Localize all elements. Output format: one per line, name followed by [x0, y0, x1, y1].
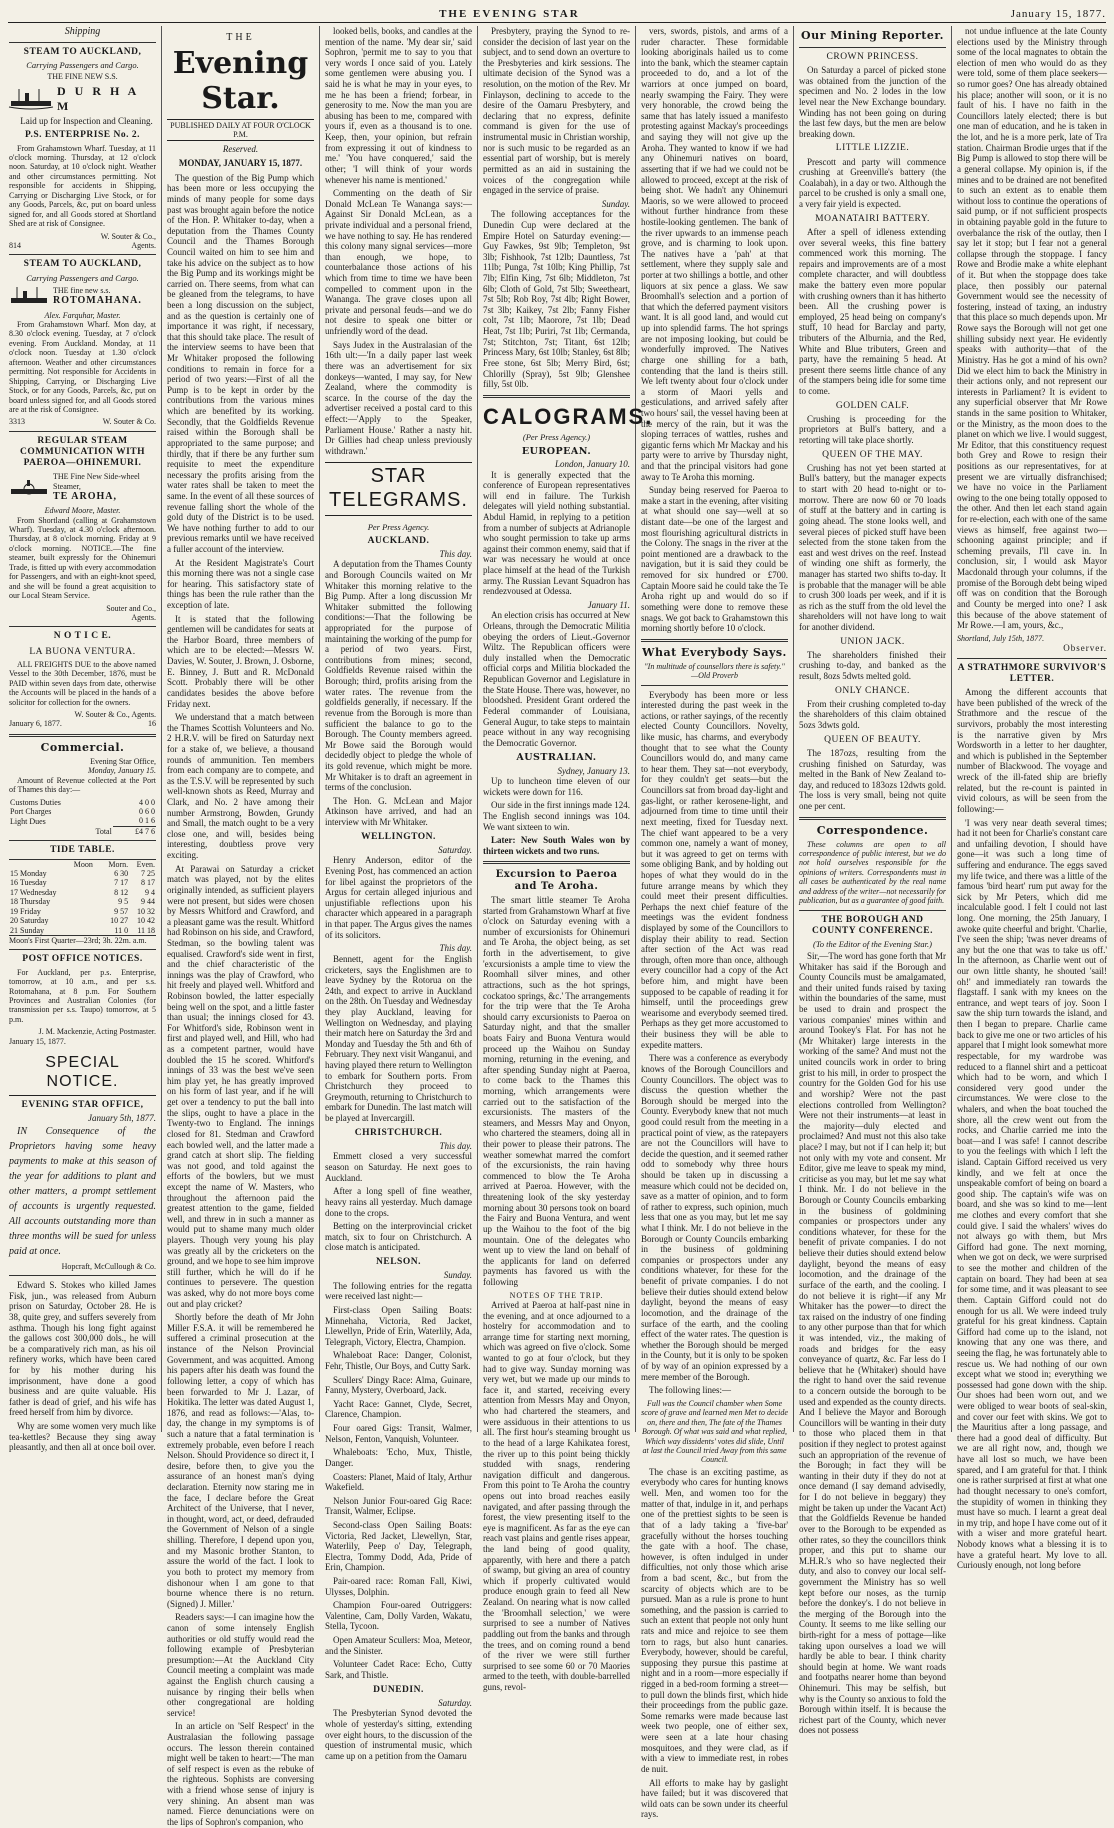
steamship-icon — [9, 477, 49, 499]
telegram-paragraph: Second-class Open Sailing Boats: Victoria, Red Jacket, Llewellyn, Star, Waterlily, Peep o' Day, Telegraph, Electra, Tommy Dodd, Ada, Pride of Erin, Champion. — [325, 1519, 472, 1573]
mine-heading: MOANATAIRI BATTERY. — [815, 213, 930, 224]
column-3 — [320, 26, 478, 1761]
telegram-paragraph: First-class Open Sailing Boats: Minnehaha, Victoria, Red Jacket, Llewellyn, Pride of Erin, Waterlily, Ada, Telegraph, Victory, Electra, Champion. — [325, 1305, 472, 1347]
eso-text: IN Consequence of the Proprietors having some heavy payments to make at this season of the year for additions to plant and other matters, a prompt settlement of accounts is urgently requested. All accounts outstanding more than three months will be sued for unless paid at once. — [9, 1125, 156, 1257]
london-when: London, January 10. — [555, 458, 630, 469]
table-row — [9, 907, 156, 916]
cable-paragraph: An election crisis has occurred at New Orleans, through the Democratic Militia obeying the orders of Lieut.-Governor Wiltz. The Republican officers were duly installed when the Democratic official corps and Militia blockaded the Republican Governor and Legislature in the State House. There was, however, no bloodshed. President Grant ordered the Federal commander of Louisiana, General Augur, to take steps to maintain peace without in any way recognising the Democratic Governor. — [483, 610, 630, 748]
mine-heading: GOLDEN CALF. — [835, 400, 910, 411]
rotomahana-text: From Grahamstown Wharf. Mon day, at 8.30 o'clock evening. Tuesday, at 7 o'clock evening. From Auckland. Monday, at 11 o'clock noon. Tuesday at 1.30 o'clock afternoon. Weather and other circumstances permitting. Not responsible for Accidents in Shipping, Carrying, or Discharging Live Stock, or for any Goods, Parcels, &c, put on board unless signed for, and all Goods stored are at the risk of Consignee. — [9, 320, 156, 414]
dunedin-heading: DUNEDIN. — [373, 1684, 424, 1695]
tide-even: 9 44 — [141, 897, 155, 907]
calograms-heading: CALOGRAMS. — [483, 403, 654, 429]
strathmore-heading: A STRATHMORE SURVIVOR'S LETTER. — [957, 662, 1107, 684]
table-row — [9, 807, 156, 816]
revenue-label: Light Dues — [10, 816, 46, 826]
divider — [9, 42, 156, 43]
nameplate-title: Evening Star. — [172, 45, 309, 117]
telegram-paragraph: Open Amateur Scullers: Moa, Meteor, and the Sinister. — [325, 1635, 472, 1656]
article-paragraph: Arrived at Paeroa at half-past nine in the evening, and at once adjourned to a hostelry for accommodation and to arrange time for starting next morning, which was agreed on five o'clock. Some wanted to go at four o'clock, but they had to give way. Sunday morning was very wet, but we made up our minds to face it, and started, receiving every attention from Messrs May and Onyon, who had chartered the steamers, and were assiduous in their attentions to us all. The first hour's steaming brought us to the head of a large Kahikatea forest, the river up to this point being thickly studded with snags, rendering navigation difficult and dangerous. From this point to Te Aroha the country opens out into broad reaches easily navigated, and after passing through the forest, the view presenting itself to the eye is magnificent. As far as the eye can reach vast plains and gentle rises appear, the land being of good quality, apparently, with here and there a patch of swamp, but giving an area of country which if properly cultivated would produce enough grain to feed all New Zealand. On nearing what is now called the 'Broomhall selection,' we were surprised to see a number of Natives paddling out from the banks and through the trees, and on coming round a bend of the river we were still further surprised to see some 60 or 70 Maories armed to the teeth, with double-barrelled guns, revol- — [483, 1300, 630, 1692]
mine-paragraph: Prescott and party will commence crushing at Greenville's battery (the Coalabah), in a day or two. Although the parcel to be crushed is only a small one, a very fair yield is expected. — [799, 156, 946, 210]
letter-sign: Observer. — [1063, 643, 1107, 654]
table-row — [9, 798, 156, 807]
ventura-ref: 16 — [148, 719, 156, 729]
cable-paragraph: Later: New South Wales won by thirteen wickets and two runs. — [483, 835, 630, 856]
mine-heading: LITTLE LIZZIE. — [835, 143, 910, 154]
rotomahana-new: THE fine new s.s. — [53, 285, 111, 295]
telegram-paragraph: After a long spell of fine weather, heavy rains all yesterday. Much damage done to the crops. — [325, 1186, 472, 1218]
tide-day: 18 Thursday — [10, 897, 51, 907]
wellington-when: Saturday. — [438, 844, 472, 855]
tide-day: 20 Saturday — [10, 916, 49, 926]
mine-paragraph: The shareholders finished their crushing to-day, and banked as the result, 8ozs 5dwts melted gold. — [799, 649, 946, 682]
aroha-name: TE AROHA, — [53, 491, 118, 503]
telegram-paragraph: The Hon. G. McLean and Major Atkinson have arrived, and had an interview with Mr Whitaker. — [325, 795, 472, 828]
post-date: January 15, 1877. — [9, 1036, 66, 1046]
cable-when: January 11. — [587, 599, 630, 610]
mine-heading: ONLY CHANCE. — [835, 685, 910, 696]
column-2 — [162, 26, 320, 1827]
tide-morn: 8 12 — [114, 887, 129, 897]
tide-day: 21 Sunday — [10, 925, 44, 935]
correspondence-note: These columns are open to all correspondence of public interest, but we do not hold ourselves responsible for the opinions of writers. Correspondents must in all cases be authenticated by the real name and address of the writer—not necessarily for publication, but as a guarantee of good faith. — [799, 839, 946, 906]
aroha-master: Edward Moore, Master. — [44, 506, 121, 516]
tide-morn: 6 30 — [114, 868, 129, 878]
enterprise-ref: 814 — [9, 240, 21, 250]
article-paragraph: Sunday being reserved for Paeroa to make a start in the evening, after visiting at what should one say—well at so distant date—be one of the largest and most flourishing agricultural districts in the Colony. The snags in the river at the point mentioned are a drawback to the navigation, but it is said they could be removed for six hundred or £700. Captain Moore said he could take the Te Aroha right up and would do so if something were done to remove these snags. We got back to Grahamstown this morning shortly before 10 o'clock. — [641, 485, 788, 634]
table-row — [9, 816, 156, 826]
letter-place: Shortland, July 15th, 1877. — [957, 633, 1045, 643]
divider — [9, 949, 156, 950]
mine-heading: CROWN PRINCESS. — [826, 51, 919, 62]
letter-paragraph: Sir,—The word has gone forth that Mr Whitaker has said if the Borough and County Councils must be amalgamated, and their united funds raised by taxing within the boundaries of the same, must be used to drain and prospect the various companies' mines within and around Tookey's Flat. For has not he (Mr Whitaker) large interests in the working of the same? And must not the united councils work in order to bring grist to his mill, in order to prospect the country for the Golden God for his use and worship? Were not the past elections controlled from Wellington? Were not their instruments—at least in the majority—duly elected and proclaimed? And must not this also take place? I may, but not if I can help it; but not only with my vote and consent. Mr Editor, give me leave to speak my mind, criticise as you may, but let me say what I think. Mr. I do not believe in the Borough or County Councils embarking in the business of goldmining companies or prospectors under any conditions whatever, for these for the benefit of private companies. I do not believe their duties should extend below daylight, beyond the means of easy locomotion, and the drainage of the surface of the earth, and the cooling. I do not believe it is right—if any Mr Whitaker has the power—to direct the tax raised on the industry of one finding to any other purpose than that for which it was intended, viz., the making of roads and bridges for the easy conveyance of quartz, &c. Far less do I believe that he (Whitaker) should have the right to hand over the said revenue to a concern outside the borough to be used and expended as the county directs. And I believe the Mayor and Borough Councillors will be wanting in their duty to those who placed them in that position if they neglect to protest against such an appropriation of the revenue of the Borough; in fact they will be wanting in their duty if they do not at once demand (I say demand advisedly, for I do not believe in beggary) they might be taken up under the Vacant Act) that the Goldfields Revenue be handed over to the Borough to be expended as other rates, so they the councillors think proper, and this put to shame our M.H.R.'s who so have neglected their duty, and also to convey our local self-government the Ministry has so well kept before our noses, as the turnip before the donkey's. I do not believe in the merging of the Borough into the County. It seems to me like selling our birth-right for a mess of pottage—like taking upon ourselves a load we will hardly be able to bear. I think charity should begin at home. We want roads and footpaths nearer home than beyond Ohinemuri. This may be selfish, but why is the County so anxious to fold the Borough within itself. It is because the richest part of the County, which never does not possess — [799, 951, 946, 1736]
aroha-agents: Agents. — [131, 612, 156, 622]
durham-subheading: Carrying Passengers and Cargo. — [26, 60, 139, 70]
aroha-ad — [9, 472, 156, 503]
commercial-office: Evening Star Office, — [90, 756, 156, 766]
table-row — [9, 826, 156, 836]
ventura-text: ALL FREIGHTS DUE to the above named Vessel to the 30th December, 1876, must be PAID within seven days from date, otherwise the Accounts will be placed in the hands of a solicitor for collection for the owners. — [9, 659, 156, 707]
divider — [9, 254, 156, 255]
durham-ad — [9, 84, 156, 112]
article-paragraph: The following lines:— — [649, 1385, 731, 1396]
steamship-icon — [9, 87, 53, 111]
article-paragraph: Presbytery, praying the Synod to re-consider the decision of last year on the subject, and to send down an overture to the Presbyteries and kirk sessions. The ultimate decision of the Synod was a resolution, on the motion of the Rev. Mr Finlayson, declining to accede to the desire of the Oamaru Presbytery, and declaring that no express, definite command is given for the use of instrumental music in Christian worship, nor is such music to be regarded as an essential part of worship, but is merely permitted as an aid in sustaining the voices of the congregation while engaged in the service of praise. — [483, 26, 630, 196]
tide-even: 9 4 — [145, 887, 155, 897]
aroha-heading: REGULAR STEAM COMMUNICATION WITH PAEROA—OHINEMURI. — [19, 435, 146, 469]
mine-heading: QUEEN OF BEAUTY. — [824, 734, 921, 745]
aroha-new: THE Fine New Side-wheel Steamer, — [53, 472, 140, 491]
article-paragraph: Everybody has been more or less interested during the past week in the actions, or rather sayings, of the recently elected County Councillors. Novelty, like music, has charms, and everybody thought that to see what the County Councillors would do, and many came to hear them. They sat—not everybody, for they couldn't get seats—but the Councillors sat from broad day-light and gas-light, or rather kerosene-light, and adjourned from time to time until their next meeting, fixed for Tuesday next. The chief want appeared to be a very common one, namely a want of money, but it was agreed to get on terms with some obliging Bank, and by holding out hopes of what they would do in the future arrange means by which they could meet their present difficulties. Perhaps the next chief feature of the meetings was the evident fondness displayed by some of the Councillors to display their ability to read. Section after section of the Act was read through, often more than once, although every councillor had a copy of the Act before him, and might have been supposed to be capable of reading it for himself, until the proceedings grew wearisome and everybody seemed tired. Perhaps as they get more accustomed to their business they will be able to expedite matters. — [641, 689, 788, 1050]
correspondence-heading: Correspondence. — [816, 823, 929, 837]
tide-moon — [73, 907, 101, 916]
column-4 — [478, 26, 654, 1692]
article-paragraph: Among the different accounts that have been published of the wreck of the Strathmore and the rescue of the survivors, probably the most interesting is the narrative given by Mrs Wordsworth in a letter to her daughter, and which is published in the September number of Blackwood. The voyage and wreck of the ill-fated ship are briefly related, but the re-count is painted in vivid colours, as will be seen from the following:— — [957, 687, 1107, 814]
divider — [483, 861, 630, 864]
divider — [9, 1275, 156, 1276]
dunedin-when: Saturday. — [438, 1697, 472, 1708]
why-paragraph: Why are some women very much like tea-kettles? Because they sing away pleasantly, and then all at once boil over. — [9, 1421, 156, 1453]
mining-reporter-heading: Our Mining Reporter. — [801, 29, 944, 42]
article-paragraph: All efforts to make hay by gaslight have failed; but it was discovered that wild oats can be sown under its cheerful rays. — [641, 1777, 788, 1820]
telegrams-subheading: Per Press Agency. — [367, 521, 430, 532]
dunedin-sunday: Sunday. — [601, 198, 630, 209]
reserved-label: Reserved. — [222, 144, 259, 155]
telegram-paragraph: The following entries for the regatta were received last night:— — [325, 1280, 472, 1302]
tide-day: 15 Monday — [10, 868, 47, 878]
divider — [641, 685, 788, 686]
letter-paragraph: not undue influence at the late County elections used by the Ministry through some of the local magnates to obtain the election of men who would do as they were told, some of them place seekers—so rumor goes? One has already obtained his place; another will soon, or it is no fault of his. I have no faith in the Councillors lately elected; there is but one man of education, and he is taken in the lot, and he is a more perk, late of Tra station. Chairman Brodie urges that if the Big Pump is allowed to stop there will be a general collapse. My opinion is, if the mines and to be drained are not benefited to such an extent as to enable them without loss to continue the operations of said pump, or if not sufficient prospects in obtaining payable gold in the future to overbalance the risk of the outlay, then I say let it stop; but I fear not a general collapse through the stoppage. I fancy Rowe and Brodie make a white elephant of it. But when the stoppage does take place, then possibly our paternal Government would see the necessity of fostering, instead of taxing, an industry that this place so much depends upon. Mr Rowe says the Borough will not get one shilling subsidy next year. He evidently speaks with authority—that of the Ministry. Has he got a mind of his own? Did we elect him to back the Ministry in their actions only, and not represent our interests in Parliament? It is evident to any superficial observer that Mr Rowe stands in the same position to Whitaker, or the Ministry, as the moon does to the planet on which we live. I would suggest, Mr Editor, that this constituency request both Grey and Rowe to resign their positions as our representatives, for at present we are virtually disfranchised; we have no voice in the Parliament owing to the one being totally opposed to the other. And then let each stand again for re-election, each with one of the same views as himself, free against two—schooning against principle; and if scheming prevails, I'll cave in. In conclusion, sir, I would ask Mayor Macdonald through your columns, if the promise of the Borough debt being wiped off was on condition that the Borough and County be merged into one? I ask this because of the above statement of Mr Rowe.—I am, yours, &c., — [957, 26, 1107, 631]
what-quote: "In multitude of counsellors there is safety." —Old Proverb — [644, 661, 785, 681]
tide-moon — [73, 916, 101, 925]
steamship-icon — [9, 286, 49, 308]
conference-heading: THE BOROUGH AND COUNTY CONFERENCE. — [811, 914, 934, 936]
post-heading: POST OFFICE NOTICES. — [22, 954, 143, 965]
mine-paragraph: From their crushing completed to-day the shareholders of this claim obtained 5ozs 3dwts gold. — [799, 698, 946, 731]
page-masthead — [8, 6, 1106, 23]
cable-paragraph: Up to luncheon time eleven of our wickets were down for 116. — [483, 776, 630, 797]
tide-even: 10 42 — [137, 916, 155, 926]
divider — [799, 817, 946, 820]
rotomahana-name: ROTOMAHANA. — [53, 295, 142, 307]
column-5 — [636, 26, 794, 1820]
article-paragraph: The smart little steamer Te Aroha started from Grahamstown Wharf at five o'clock on Saturday evening with a number of excursionists for Ohinemuri and Te Aroha, the object being, as set forth in the advertisement, to give 'excursionists a ample time to view the Roomhall silver mines, and other attractions, such as the hot springs, cockatoo springs, &c.' The arrangements for the trip were that the Te Aroha should carry excursionists to Paeroa on Saturday night, and that the smaller boats Fairy and Buona Ventura would proceed up the Waihou on Sunday morning, returning in the evening, and after spending Sunday night at Paeroa, to come back to the Thames this morning, which arrangements were carried out to the satisfaction of the excursionists. The masters of the steamers, and Messrs May and Onyon, who chartered the steamers, doing all in their power to please their patrons. The weather somewhat marred the comfort of the excursionists, the rain having commenced to blow the Te Aroha arrived at Paeroa. However, with the threatening look of the sky yesterday morning about 30 persons took on board the Fairy and Buona Ventura, and went up the Waihou to the foot of the big mountain. One of the delegates who went up to view the land on behalf of the applicants for land on deferred payments has favored us with the following — [483, 895, 630, 1287]
nelson-when: Sunday. — [443, 1270, 472, 1281]
telegram-paragraph: Scullers' Dingy Race: Alma, Guinare, Fanny, Mystery, Overboard, Jack. — [325, 1374, 472, 1396]
telegram-paragraph: The Presbyterian Synod devoted the whole of yesterday's sitting, extending over eight hours, to the discussion of the question of instrumental music, which came up on a petition from the Oamaru — [325, 1708, 472, 1761]
table-row — [9, 926, 156, 936]
article-paragraph: The question of the Big Pump which has been more or less occupying the minds of many people for some days past was brought again before the notice of the Hon. P. Whitaker to-day, when a deputation from the Thames County Council and the Thames Borough Council waited on him to see him and take his advice on the subject as to how the Big Pump and its workings might be carried on. There seems, from what can be gleaned from the telegrams, to have been a long discussion on the subject, and as the question is certainly one of importance it was right, if necessary, that this should take place. The result of the interview seems to have been that Mr Whitaker proposed the following conditions to remain in force for a period of two years:—First of all the Pump is to be kept in order by the contributions from the various mines which are benefited by its working. Secondly, that the Goldfields Revenue raised within the Borough shall be appropriated to the same purpose; and thirdly, that if there be any further sum requisite to meet the expenditure necessary the profits arising from the water rates shall be taken to meet the same. In the event of all these sources of revenue falling short the whole of the gold duty of the District is to be used. We have nothing further to add to our previous remarks until we have received a fuller account of the interview. — [167, 172, 314, 554]
telegram-paragraph: Four oared Gigs: Transit, Walmer, Nelson, Fenton, Vanquish, Volunteer. — [325, 1423, 472, 1444]
telegram-paragraph: Yacht Race: Gannet, Clyde, Secret, Clarence, Champion. — [325, 1398, 472, 1420]
divider — [9, 431, 156, 432]
mine-paragraph: After a spell of idleness extending over several weeks, this fine battery commenced work this morning. The repairs and improvements are of a most complete character, and will doubtless make the battery even more popular with crushing owners than it has hitherto been. All the crushing power is employed, 25 head being on company's stuff, 10 head for Barclay and party, tributers of the Alburnia, and the Red, White and Blue tributers, Green and party, have the remaining 5 head. At present there seems little chance of any of the stampers being idle for some time to come. — [799, 226, 946, 397]
durham-new: THE FINE NEW S.S. — [47, 72, 118, 82]
issue-date: MONDAY, JANUARY 15, 1877. — [178, 158, 303, 169]
aroha-text: From Shortland (calling at Grahamstown Wharf). Tuesday, at 4.30 o'clock afternoon. Thursday, at 8 o'clock morning. Friday at 9 o'clock morning. NOTICE.—The fine steamer, built expressly for the Ohinemuri Trade, is fitted up with every accommodation for Passengers, and with an eight-knot speed, and she will be found a great acquisition to our Local Steam Service. — [9, 515, 156, 601]
revenue-label: Port Charges — [10, 807, 52, 817]
rotomahana-subheading: Carrying Passengers and Cargo. — [26, 272, 139, 283]
column-6 — [794, 26, 952, 1736]
ventura-heading: LA BUONA VENTURA. — [29, 646, 136, 657]
enterprise-heading: P.S. ENTERPRISE No. 2. — [25, 130, 140, 141]
wellington-heading: WELLINGTON. — [361, 831, 436, 842]
enterprise-agent: W. Souter & Co., — [100, 231, 156, 241]
commercial-text: Amount of Revenue collected at the Port of Thames this day:— — [9, 775, 156, 795]
revenue-value: £4 7 6 — [113, 826, 156, 836]
table-row — [9, 897, 156, 906]
divider — [957, 658, 1107, 659]
table-header — [9, 859, 156, 869]
notes-of-trip-heading: NOTES OF THE TRIP. — [509, 1290, 604, 1300]
divider — [799, 47, 946, 48]
telegram-paragraph: Emmett closed a very successful season on Saturday. He next goes to Auckland. — [325, 1151, 472, 1183]
article-paragraph: vers, swords, pistols, and arms of a ruder character. These formidable looking aboriginals hailed us to come into the bank, which the steamer captain proceeded to do, and a lot of the warriors at once jumped on board, nearly swamping the Fairy. They were very honorable, the crowd being the same that has lately issued a manifesto protesting against Mackay's proceedings and saying they will not give up the Aroha. They wanted to know if we had any Ohinemuri natives on board, asserting that if we had we could not be allowed to proceed, except at the risk of being shot. We hadn't any Ohinemuri Maoris, so we were allowed to proceed without further hindrance from these hostile-looking gentlemen. The bank of the river upwards to an immense peach grove, and is charming to look upon. The natives have a 'pah' at that settlement, where they supply sale and porter at two shillings a bottle, and other liquors at six pence a glass. We saw Broomhall's selection and a portion of that which the deferred payment visitors want. It is all good land, and would cut up into splendid farms. The hot springs are not imposing looking, but could be wonderfully improved. The Natives charge one shilling for a bath, contending that the land is theirs still. We left twenty about four o'clock under a storm of Maori yells and gesticulations, and arrived safely after two hours' sail, the vessel having been at the mercy of the rain, but it was the sloping terraces of wattles, rushes and gigantic ferns which Mr Mackay and his party were to arrive by Thursday night, and that the principal visitors had gone away to Te Aroha this morning. — [641, 26, 788, 482]
table-row — [9, 869, 156, 878]
ventura-footer — [9, 719, 156, 728]
eso-heading: EVENING STAR OFFICE, — [21, 1099, 144, 1110]
nameplate-the: THE — [226, 32, 255, 43]
rotomahana-ad — [9, 286, 156, 308]
article-paragraph: Readers says:—I can imagine how the canon of some intensely English authorities or old stuffy would read the following example of Presbyterian presumption:—At the Auckland City Council meeting a complaint was made against the English church causing a nuisance by ringing their bells when other congregational are holding service! — [167, 1612, 314, 1718]
commercial-date: Monday, January 15. — [88, 766, 156, 776]
table-row — [9, 916, 156, 925]
article-paragraph: Says Judex in the Australasian of the 16th ult:—'In a daily paper last week there was an advertisement for six donkeys—wanted, I may say, for New Zealand, where the commodity is scarce. In the course of the day the advertiser received a postal card to this effect:—'Apply to the Speaker, Parliament House.' Rather a nasty hit. Dr Gillies had cheap unless previously withdrawn.' — [325, 339, 472, 456]
column-header: Even. — [136, 859, 155, 869]
telegram-paragraph: Whaleboats: 'Echo, Mux, Thistle, Danger. — [325, 1447, 472, 1468]
tide-moon — [73, 878, 101, 887]
telegram-paragraph: Nelson Junior Four-oared Gig Race: Transit, Walmer, Eclipse. — [325, 1495, 472, 1517]
tide-day: 17 Wednesday — [10, 887, 57, 897]
post-text: For Auckland, per p.s. Enterprise, tomorrow, at 10 a.m., and per s.s. Rotomahana, at 8 p.m. For Southern Provinces and Australian Colonies (for transmission per s.s. Taupo) tomorrow, at 5 p.m. — [9, 967, 156, 1024]
mine-paragraph: Crushing has not yet been started at Bull's battery, but the manager expects to start with 20 head to-night or to-morrow. There are now 60 or 70 loads of stuff at the battery and in carting is going ahead. The stone looks well, and several pieces of picked stuff have been selected from the stone taken from the east and west drives on the reef. Instead of winding one shift as formerly, the manager has started two shifts to-day. It is probable that the manager will be able to crush 300 loads per week, and if it is as rich as the stuff from the old level the shareholders will not have long to wait for another dividend. — [799, 462, 946, 633]
divider — [799, 910, 946, 911]
article-paragraph: It is stated that the following gentlemen will be candidates for seats at the Harbor Board, three members of which are to be elected:—Messrs W. Davies, W. Souter, J. Brown, J. Osborne, E. Binney, J. Butt and R. McDonald Scott. Probably there will be other candidates besides the above before Friday next. — [167, 613, 314, 709]
calograms-subheading: (Per Press Agency.) — [522, 431, 591, 442]
revenue-label: Total — [95, 826, 112, 836]
column-header: Morn. — [108, 859, 129, 869]
what-everybody-says-heading: What Everybody Says. — [642, 645, 787, 659]
divider — [641, 639, 788, 642]
tide-day: 16 Tuesday — [10, 878, 47, 888]
telegram-paragraph: Bennett, agent for the English cricketers, says the Englishmen are to leave Sydney by the Rotorua on the 24th, and expect to arrive in Auckland on the 28th. On Tuesday and Wednesday they play Auckland, leaving for Wellington on Wednesday, and playing their match here on Saturday the 3rd and Monday and Tuesday the 5th and 6th of February. They next visit Wanganui, and having played there return to Wellington to embark for Southern ports. From Christchurch they proceed to Greymouth, returning to Christchurch to embark for Dunedin. The last match will be played at Invercargill. — [325, 953, 472, 1124]
article-paragraph: The chase is an exciting pastime, as everybody who cares for hunting knows well. Men, and women too for the matter of that, indulge in it, and perhaps one of the prettiest sights to be seen is that of a lady taking a 'five-bar' gracefully without the horses touching the gate with a hoof. The chase, however, is often indulged in under difficulties, not only those which arise from a bad scent, &c., but from the scarcity of objects which are to be pursued. Man as a rule is prone to hunt something, and the passion is carried to such an extent that people not only hunt rats and mice and rejoice to see them torn to rags, but also hunt canaries. Everybody, however, should be careful, supposing they pursue this pastime at night and in a room—more especially if rigged in a bed-room forming a street—to pull down the blinds first, which hide their proceedings from the public gaze. Some remarks were made because last week two people, one of either sex, were seen at a late hour chasing mosquitoes, and they were clad, as if with a view to immediate rest, in robes de nuit. — [641, 1466, 788, 1774]
telegram-paragraph: Whaleboat Race: Danger, Colonist, Fehr, Thistle, Our Boys, and Cutty Sark. — [325, 1350, 472, 1372]
auckland-when: This day. — [439, 548, 472, 559]
revenue-table — [9, 798, 156, 837]
tide-even: 11 18 — [137, 925, 155, 935]
revenue-value: 0 6 0 — [139, 807, 155, 817]
table-row — [9, 888, 156, 897]
tide-even: 8 17 — [141, 878, 155, 888]
commercial-heading: Commercial. — [40, 740, 125, 754]
tide-heading: TIDE TABLE. — [50, 845, 115, 856]
tide-morn: 9 57 — [114, 906, 129, 916]
article-paragraph: We understand that a match between the Thames Scottish Volunteers and No. 2 H.R.V. will be fired on Saturday next for a stake of, we believe, a thousand rounds of ammunition. Ten members from each company are to compete, and as the T.S.V. will be represented by such well-known shots as Reed, Murray and Clark, and No. 2 have among their number Armstrong, Bowden, Grundy and Small, the match ought to be a very close one, and will, besides being interesting, doubtless prove very exciting. — [167, 712, 314, 861]
enterprise-text: From Grahamstown Wharf. Tuesday, at 11 o'clock morning. Thursday, at 12 o'clock noon. Saturday, at 10 o'clock night. Weather and other circumstances permitting. Not responsible for accidents in Shipping, Carrying or Discharging Live Stock, or for any Goods, Parcels, &c, put on board unless signed for, and all Goods stored at Shortland Shed are at risk of Consignee. — [9, 143, 156, 229]
article-paragraph: Commenting on the death of Sir Donald McLean Te Wananga says:—Against Sir Donald McLean, as a private individual and a personal friend, we have nothing to say. He has rendered this colony many signal services—more than enough, we hope, to counterbalance those actions of his which from time to time we have been compelled to comment upon in the Wananga. The grave closes upon all private and personal feuds—and we do not desire to speak one bitter or unfriendly word of the dead. — [325, 188, 472, 337]
ventura-agent: W. Souter & Co., Agents. — [74, 709, 156, 719]
column-1 — [4, 26, 162, 1453]
article-paragraph: There was a conference as everybody knows of the Borough Councillors and County Councillors. The object was to discuss the question whether the Borough should be merged into the County. Everybody knew that not much good could result from the meeting in a practical point of view, as the ratepayers are not the Councillors will have to decide the question, and it seemed rather odd to somebody why three hours should be taken up in discussing a measure which could not be decided on, save as a matter of opinion, and to form of rather to express, such opinion, much less that one as you may, but let me say what I think. Mr. I do not believe in the Borough or County Councils embarking in the business of goldmining companies or prospectors under any conditions whatever, for these for the benefit of private companies. I do not believe their duties should extend below daylight, beyond the means of easy locomotion, and the drainage of the surface of the earth, and the cooling effect of the water rates. The question is whether the Borough should be merged in the County, but it is only to be spoken of by way of an opinion expressed by a mere member of the Borough. — [641, 1053, 788, 1382]
nameplate-published: PUBLISHED DAILY AT FOUR O'CLOCK P.M. — [167, 119, 314, 142]
telegram-paragraph: Coasters: Planet, Maid of Italy, Arthur Wakefield. — [325, 1471, 472, 1493]
tide-even: 10 32 — [137, 906, 155, 916]
divider — [483, 395, 630, 398]
tide-table — [9, 859, 156, 937]
article-paragraph: In an article on 'Self Respect' in the Australasian the following passage occurs. The lesson therein contained might well be taken to heart:—'The man of self respect is even as the rebuke of the righteous. Sophists are conversing with a friend whose sense of injury is very shining. An absent man was named. Fierce denunciations were on the lips of Sophron's companion, who — [167, 1721, 314, 1827]
eso-date: January 5th, 1877. — [88, 1113, 156, 1124]
tide-note: Moon's First Quarter—23rd; 3h. 22m. a.m. — [9, 936, 147, 946]
telegram-paragraph: Volunteer Cadet Race: Echo, Cutty Sark, and Thistle. — [325, 1659, 472, 1680]
durham-heading: STEAM TO AUCKLAND, — [23, 46, 142, 57]
enterprise-footer — [9, 241, 156, 250]
conference-to: (To the Editor of the Evening Star.) — [813, 938, 932, 949]
telegram-paragraph: Pair-oared race: Roman Fall, Kiwi, Ulysses, Dolphin. — [325, 1576, 472, 1597]
star-telegrams-heading: STAR TELEGRAMS. — [325, 462, 472, 515]
christchurch-when: This day. — [439, 1140, 472, 1151]
mine-paragraph: The 187ozs, resulting from the crushing finished on Saturday, was melted in the Bank of New Zealand to-day, and reduced to 183ozs 12dwts gold. The loss is very small, being not quite one per cent. — [799, 747, 946, 811]
mine-heading: UNION JACK. — [840, 636, 905, 647]
rotomahana-footer — [9, 417, 156, 426]
ventura-date: January 6, 1877. — [9, 719, 62, 729]
masthead-title: THE EVENING STAR — [439, 7, 580, 20]
mine-paragraph: Crushing is proceeding for the proprietors at Bull's battery, and a retorting will take place shortly. — [799, 413, 946, 446]
article-paragraph: At Parawai on Saturday a cricket match was played, not by the elites originally intended, as sufficient players were not present, but sides were chosen by Messrs Whitford and Crawford, and a pleasant game was the result. Whitford had Robinson on his side, and Crawford, Stedman, so the bowling talent was equalised. Crawford's side went in first, and the chief characteristic of the innings was the play of Crawford, who hit freely and played well. Whitford and Robinson bowled, the latter especially being well on the spot, and a little faster than usual; the innings closed for 43. For Whitford's side, Robinson went in first and played well, and Hill, who had as a competent partner, would have doubled the 15 he scored. Whitford's innings of 33 was the best we've seen him play yet, he has greatly improved on his form of last year, and if he will get over a tendency to put the ball into the slips, ought to have a place in the Twenty-two to England. The innings closed for 81. Stedman and Crawford each bowled well, and the latter made a grand catch at short slip. The fielding was not good, and told against the efforts of the bowlers, but we must except the name of W. Masters, who throughout the afternoon paid the greatest attention to the game, fielded well, and threw in in such a manner as would put to shame many much older players. Though very young his play was greatly all by the cricketers on the ground, and we hope to see him improve still further, which he will do if he continues to persevere. The question was asked, why do not more boys come out and play cricket? — [167, 863, 314, 1309]
telegram-when: This day. — [439, 943, 472, 954]
cable-paragraph: It is generally expected that the conference of European representatives will end in failure. The Turkish delegates will yield nothing substantial. Abdul Hamid, in replying to a petition from a number of subjects at Adrianople who sought permission to take up arms against their common enemy, said that if war was necessary he would at once place himself at the head of the Turkish army. The Russian Levant Squadron has rendezvoused at Odessa. — [483, 469, 630, 597]
rotomahana-agent: W. Souter & Co. — [102, 417, 156, 427]
excursion-heading: Excursion to Paeroa and Te Aroha. — [495, 869, 618, 893]
telegram-paragraph: Betting on the interprovincial cricket match, six to four on Christchurch. A close match is anticipated. — [325, 1221, 472, 1253]
masthead-date: January 15, 1877. — [1010, 7, 1106, 20]
special-notice-heading: SPECIAL NOTICE. — [9, 1054, 156, 1096]
durham-text: Laid up for Inspection and Cleaning. — [20, 115, 153, 126]
tide-morn: 11 0 — [114, 925, 129, 935]
tide-day: 19 Friday — [10, 906, 41, 916]
telegram-paragraph: Henry Anderson, editor of the Evening Post, has commenced an action for libel against the proprietors of the Argus for certain alleged injurious and unjustifiable reflections upon his character which appeared in a paragraph in that paper. The Argus gives the names of its solicitors. — [325, 855, 472, 940]
stokes-paragraph: Edward S. Stokes who killed James Fisk, jun., was released from Auburn prison on Saturday, October 28. He is 38, quite grey, and suffers severely from asthma. Though his long fight against the gallows cost 300,000 dols., he will be a comparatively rich man, as his oil refinery works, which have been cared for by his mother during his imprisonment, have done a good business and are quite valuable. His father is dead of grief, and his wife has freed herself from him by divorce. — [9, 1280, 156, 1418]
article-paragraph: The following acceptances for the Dunedin Cup were declared at the Empire Hotel on Saturday evening:—Guy Fawkes, 9st 9lb; Templeton, 9st 3lb; Fishhook, 7st 12lb; Dauntless, 7st 11lb; Punga, 7st 10lb; King Phillip, 7st 7lb; Elfin King, 7st 6lb; Middleton, 7st 6lb; Cloth of Gold, 7st 5lb; Sweetheart, 7st 5lb; Rob Roy, 7st 4lb; Right Bower, 7st 3lb; Kaikey, 7st 2lb; Fanny Fisher colt, 7st 1lb; Maorore, 7st 1lb; Dead Heat, 7st 1lb; Puriri, 7st 1lb; Cermanda, 7st; Stitchton, 7st; Titant, 6st 12lb; Princess Mary, 6st 10lb; Stanley, 6st 8lb; Free stone, 6st 5lb; Merry Bird, 6st; Chlorilly (Spray), 5st 9lb; Glenshee filly, 5st 0lb. — [483, 209, 630, 390]
divider — [9, 734, 156, 737]
shipping-heading: Shipping — [64, 26, 101, 37]
rotomahana-ref: 3313 — [9, 417, 25, 427]
durham-name: D U R H A M — [57, 84, 139, 113]
rotomahana-master: Alex. Farquhar, Master. — [44, 310, 121, 320]
column-header: Moon — [73, 859, 93, 869]
tide-morn: 10 27 — [110, 916, 129, 926]
enterprise-agents: Agents. — [131, 240, 156, 250]
telegram-paragraph: Champion Four-oared Outriggers: Valentine, Cam, Dolly Varden, Wakatu, Stella, Tycoon. — [325, 1600, 472, 1632]
column-header — [9, 859, 73, 869]
article-paragraph: 'I was very near death several times; had it not been for Charlie's constant care and unfailing devotion, I should have gone—it was such a long time of suffering and endurance. The eggs saved my life twice, and there was a little of the famous 'bird heart' rum put away for the sick by Mr Peters, which did me incalculable good. I felt I could not last long. One morning, the 25th January, I awoke quite cheerful and bright. 'Charlie, I've seen the ship; 'twas never dreams of any but the one that was to take us off.' In the afternoon, as Charlie went out of our own little shanty, he shouted 'sail! oh!' and immediately ran towards the flagstaff. I sank with my knees on the entrance, and wept tears of joy. Soon I saw the ship turn towards the island, and then I began to prepare. Charlie came back to give me one or two articles of his apparel that I might look somewhat more respectable, for my wardrobe was reduced to a flannel shirt and a petticoat which had to be worn, and which I considered very good under the circumstances. We were close to the whalers, and when the boat touched the shore, all the crew went out from the rocks, and Charlie carried me into the boat—and I was safe! I cannot describe to you the feelings with which I left the island. Captain Gifford received us very kindly, and we felt at once the unspeakable comfort of being on board a good ship. The captain's wife was on board, and she was so kind to me—lent me clothes and every comfort that she could give. I said the whalers' wives do not always go with them, but Mrs Gifford had gone. The next morning, when we got on deck, we were surprised to see the mother and children of the captain on board. They had been at sea for some time, and it was pleasant to see them. Captain Gifford could not do enough for us all. We were indeed truly grateful for his great kindness. Captain Gifford had come up to the island, not knowing that any one was there, and seeing the flag, he was fortunately able to rescue us. We had nothing of our own except what we stood in; everything we possessed had gone down with the ship. Our shoes had been worn out, and we were obliged to wear boots of seal-skin, and cover our feet with skins. We got to the Mauritius after a long passage, and there had a good deal of difficulty. But we are all right now, and, though we have all lost so much, we have been spared, and I am grateful for that. I think one is rather surprised at first at what one had thought necessary to one's comfort, the stupidity of women in thinking they must have so much. I learnt a great deal in my trip, and hope I have come out of it with a wiser and more grateful heart. Nobody knows what a blessing it is to have a grateful heart. My love to all. Curiously enough, not long before — [957, 817, 1107, 1571]
revenue-label: Customs Duties — [10, 797, 61, 807]
auckland-heading: AUCKLAND. — [367, 535, 430, 546]
eso-sign: Hopcraft, McCullough & Co. — [61, 1261, 156, 1271]
aroha-agent: Souter and Co., — [106, 603, 156, 613]
christchurch-heading: CHRISTCHURCH. — [354, 1127, 443, 1138]
mine-heading: QUEEN OF THE MAY. — [822, 449, 923, 460]
divider — [9, 626, 156, 627]
article-paragraph: Shortly before the death of Mr John Miller F.S.A. it will be remembered he suffered a criminal prosecution at the instance of the Nelson Provincial Government, and was acquitted. Among his papers after his death was found the following letter, a copy of which has been forwarded to Mr J. Lazar, of Hokitika. The letter was dated August 1, 1876, and read as follows:—'Alas, to-day, the change in my symptoms is of such a nature that a fatal termination is extremely probable, even before I reach Nelson. Should Providence so direct it, I desire, before then, to give you the assurance of an honest man's dying declaration. Eternity now staring me in the face, I declare before the Great Architect of the Universe, that I never, in thought, word, act, or deed, defrauded the Government of Nelson of a single shilling. Therefore, I depend upon you, and my Masonic brother Stanton, to assure the world of the fact. I look to you both to protect my memory from dishonour when I am gone to that bourne whence there is no return. (Signed) J. Miller.' — [167, 1312, 314, 1609]
european-heading: EUROPEAN. — [521, 445, 592, 457]
tide-morn: 9 5 — [118, 897, 129, 907]
divider — [9, 840, 156, 841]
article-paragraph: looked bells, books, and candles at the mention of the name. 'My dear sir,' said Sophron, 'permit me to say to you that very words I once said of you. Lately some gentlemen were abusing you. I said he is what he may in your eyes, to me he has been a friend; forbear, in generosity to me. Now the man you are abusing has been to me, compared with yours if, even as a thousand is to one. Keep, then, your opinion, but refrain from expressing it out of kindness to me.' 'You have conquered,' said the other; 'I will think of your words whenever his name is mentioned.' — [325, 26, 472, 185]
article-paragraph: At the Resident Magistrate's Court this morning there was not a single case for hearing. This satisfactory state of things has been the rule rather than the exception of late. — [167, 557, 314, 611]
tide-even: 7 25 — [141, 868, 155, 878]
cable-paragraph: Our side in the first innings made 124. The English second innings was 104. We want sixteen to win. — [483, 800, 630, 832]
tide-moon — [73, 897, 101, 906]
tide-moon — [73, 869, 101, 878]
notice-heading: N O T I C E. — [53, 631, 112, 642]
revenue-value: 4 0 0 — [139, 797, 155, 807]
sydney-when: Sydney, January 13. — [557, 765, 630, 776]
mine-paragraph: On Saturday a parcel of picked stone was obtained from the junction of the specimen and No. 2 lodes in the low level near the New Exchange boundary. Winding has not been going on during the last few days, but the men are below breaking down. — [799, 65, 946, 139]
nelson-heading: NELSON. — [376, 1256, 421, 1267]
revenue-value: 0 1 6 — [139, 816, 155, 826]
column-7 — [952, 26, 1112, 1571]
tide-morn: 7 17 — [114, 878, 129, 888]
verse-block: Full was the Council chamber when Some score of grave and learned men Met to decide on, there and then, The fate of the Thames Borough. Of what was said and what replied, Which way dissidents' votes did slide, Until at last the Council tried Away from this same Council. — [641, 1398, 788, 1465]
post-sign: J. M. Mackenzie, Acting Postmaster. — [38, 1027, 156, 1037]
rotomahana-heading: STEAM TO AUCKLAND, — [23, 259, 142, 270]
tide-moon — [73, 926, 101, 936]
australian-heading: AUSTRALIAN. — [516, 752, 597, 764]
table-row — [9, 878, 156, 887]
telegram-paragraph: A deputation from the Thames County and Borough Councils waited on Mr Whitaker this morning relative to the Big Pump. After a long discussion Mr Whitaker submitted the following conditions:—That the following be appropriated for the purpose of maintaining the working of the pump for a period of two years. First, contributions from mines; second, Goldfields Revenue raised within the Borough; third, profits arising from the water rates. The revenue from the goldfields generally, if necessary. If the revenue from the Borough is more than sufficient the balance to go to the Borough. The County members agreed. Mr Bowe said the Borough would decidedly object to pledge the whole of its gold revenue, which might be more. Mr Whitaker is to draft an agreement in terms of the conclusion. — [325, 559, 472, 793]
tide-moon — [73, 888, 101, 897]
